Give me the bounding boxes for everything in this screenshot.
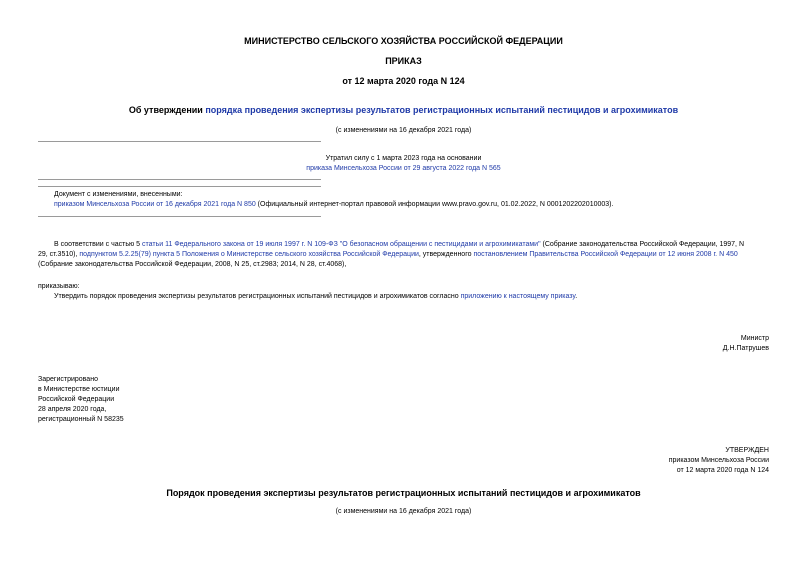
registration-line: Зарегистрировано [38,376,98,383]
regulation-subclause-link[interactable]: подпунктом 5.2.25(79) пункта 5 Положения о Министерстве сельского хозяйства Российской Федерации [79,251,419,258]
approve-text: . [575,293,578,300]
divider [38,179,321,180]
signature-position: Министр [740,335,769,342]
basis-paragraph-line1 [54,240,744,250]
amendments-line [54,200,613,210]
basis-paragraph-line3: (Собрание законодательства Российской Федерации, 2008, N 25, ст.2983; 2014, N 28, ст.4068), [38,261,347,268]
appendix-changes-note: (с изменениями на 16 декабря 2021 года) [335,508,472,515]
appendix-title: Порядок проведения экспертизы результатов регистрационных испытаний пестицидов и агрохимикатов [166,488,641,498]
document-title [0,105,807,115]
expired-order-link[interactable]: приказа Минсельхоза России от 29 августа 2022 года N 565 [306,165,501,172]
approve-paragraph [54,292,577,302]
amendments-label: Документ с изменениями, внесенными: [54,191,183,198]
doc-type-heading: ПРИКАЗ [385,56,422,66]
registration-line: 28 апреля 2020 года, [38,406,107,413]
signature-name: Д.Н.Патрушев [722,345,769,352]
amendment-order-link[interactable]: приказом Минсельхоза России от 16 декабря 2021 года N 850 [54,201,256,208]
title-changes-note: (с изменениями на 16 декабря 2021 года) [335,127,472,134]
approved-line: от 12 марта 2020 года N 124 [676,467,769,474]
approve-text: Утвердить порядок проведения экспертизы результатов регистрационных испытаний пестицидов и агрохимикатов согласно [54,293,461,300]
basis-text: , утвержденного [418,251,474,258]
amendment-source: (Официальный интернет-портал правовой информации www.pravo.gov.ru, 01.02.2022, N 0001202202010003). [255,201,614,208]
approved-block [669,446,769,476]
divider [38,186,321,187]
title-prefix: Об утверждении [128,105,206,115]
divider [38,216,321,217]
title-link[interactable]: порядка проведения экспертизы результатов регистрационных испытаний пестицидов и агрохимикатов [205,105,679,115]
appendix-link[interactable]: приложению к настоящему приказу [460,293,576,300]
expired-link-line [0,164,807,174]
basis-paragraph-line2 [38,250,738,260]
doc-date-number: от 12 марта 2020 года N 124 [342,76,465,86]
ministry-heading: МИНИСТЕРСТВО СЕЛЬСКОГО ХОЗЯЙСТВА РОССИЙСКОЙ ФЕДЕРАЦИИ [244,36,563,46]
registration-line: в Министерстве юстиции [38,386,120,393]
registration-line: Российской Федерации [38,396,115,403]
approved-line: УТВЕРЖДЕН [725,447,769,454]
government-decree-link[interactable]: постановлением Правительства Российской Федерации от 12 июня 2008 г. N 450 [473,251,738,258]
expired-line: Утратил силу с 1 марта 2023 года на основании [325,155,482,162]
basis-text: В соответствии с частью 5 [54,241,143,248]
basis-text: (Собрание законодательства Российской Федерации, 1997, N [540,241,745,248]
basis-text: 29, ст.3510), [38,251,80,258]
divider [38,141,321,142]
federal-law-link[interactable]: статьи 11 Федерального закона от 19 июля 1997 г. N 109-ФЗ "О безопасном обращении с пестицидами и агрохимикатами" [142,241,541,248]
registration-block [38,375,124,425]
registration-line: регистрационный N 58235 [38,416,124,423]
approved-line: приказом Минсельхоза России [668,457,769,464]
order-word: приказываю: [38,283,80,290]
